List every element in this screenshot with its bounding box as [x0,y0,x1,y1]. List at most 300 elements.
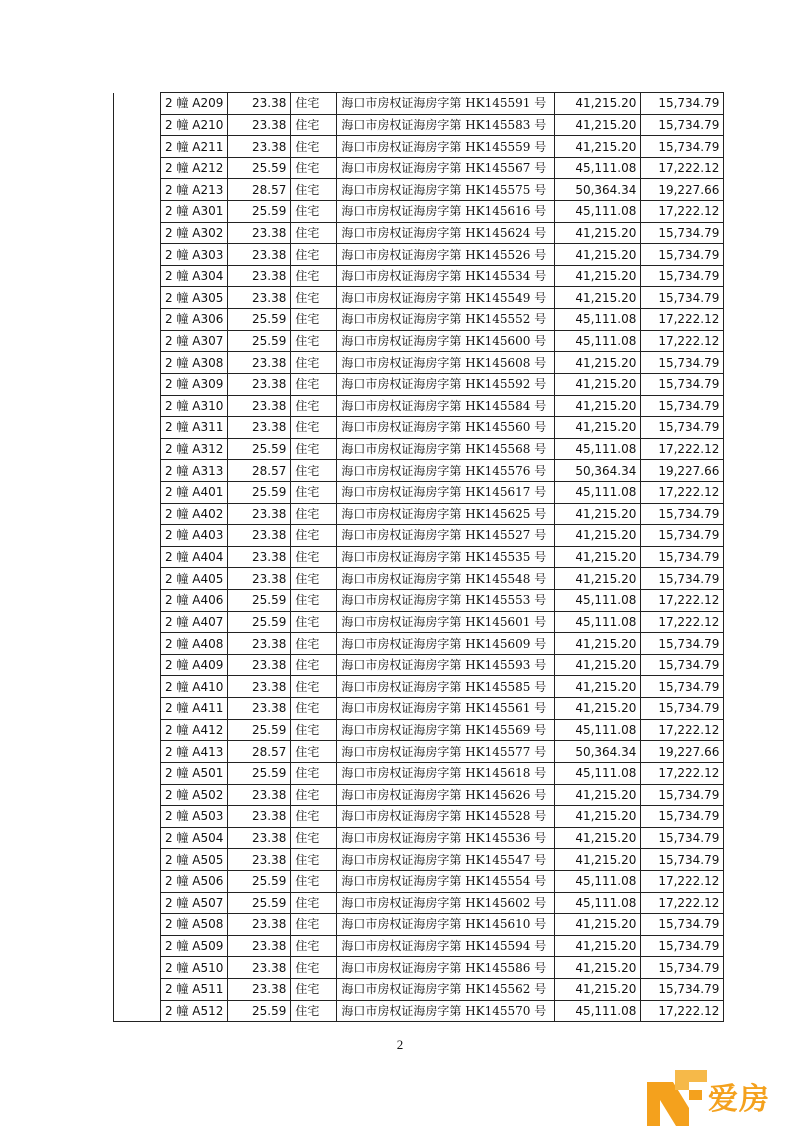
unit-cell: 2 幢 A504 [161,827,228,849]
unit-cell: 2 幢 A308 [161,352,228,374]
blank-cell [114,179,161,201]
price-cell: 41,215.20 [555,784,641,806]
tax-cell: 17,222.12 [641,330,724,352]
use-cell: 住宅 [291,201,337,223]
blank-cell [114,330,161,352]
certificate-cell: 海口市房权证海房字第 HK145549 号 [337,287,555,309]
unit-cell: 2 幢 A512 [161,1000,228,1022]
watermark-text: 爱房 [708,1082,770,1117]
blank-cell [114,870,161,892]
unit-cell: 2 幢 A502 [161,784,228,806]
blank-cell [114,741,161,763]
unit-cell: 2 幢 A305 [161,287,228,309]
table-row [114,93,724,115]
use-cell: 住宅 [291,136,337,158]
table-row [114,849,724,871]
use-cell: 住宅 [291,719,337,741]
area-cell: 23.38 [228,417,291,439]
tax-cell: 15,734.79 [641,676,724,698]
price-cell: 41,215.20 [555,698,641,720]
blank-cell [114,827,161,849]
price-cell: 45,111.08 [555,590,641,612]
certificate-cell: 海口市房权证海房字第 HK145553 号 [337,590,555,612]
area-cell: 23.38 [228,676,291,698]
price-cell: 41,215.20 [555,417,641,439]
certificate-cell: 海口市房权证海房字第 HK145592 号 [337,373,555,395]
blank-cell [114,957,161,979]
price-cell: 45,111.08 [555,870,641,892]
tax-cell: 17,222.12 [641,870,724,892]
unit-cell: 2 幢 A403 [161,525,228,547]
tax-cell: 15,734.79 [641,373,724,395]
table-row [114,222,724,244]
use-cell: 住宅 [291,978,337,1000]
use-cell: 住宅 [291,525,337,547]
blank-cell [114,525,161,547]
tax-cell: 15,734.79 [641,849,724,871]
price-cell: 41,215.20 [555,244,641,266]
unit-cell: 2 幢 A408 [161,633,228,655]
price-cell: 45,111.08 [555,481,641,503]
certificate-cell: 海口市房权证海房字第 HK145618 号 [337,762,555,784]
use-cell: 住宅 [291,676,337,698]
tax-cell: 15,734.79 [641,914,724,936]
price-cell: 45,111.08 [555,719,641,741]
blank-cell [114,892,161,914]
use-cell: 住宅 [291,611,337,633]
use-cell: 住宅 [291,957,337,979]
area-cell: 23.38 [228,546,291,568]
use-cell: 住宅 [291,849,337,871]
table-row [114,352,724,374]
blank-cell [114,503,161,525]
unit-cell: 2 幢 A312 [161,438,228,460]
table-row [114,179,724,201]
table-row [114,784,724,806]
certificate-cell: 海口市房权证海房字第 HK145559 号 [337,136,555,158]
unit-cell: 2 幢 A404 [161,546,228,568]
area-cell: 25.59 [228,481,291,503]
use-cell: 住宅 [291,438,337,460]
area-cell: 25.59 [228,762,291,784]
blank-cell [114,611,161,633]
use-cell: 住宅 [291,741,337,763]
unit-cell: 2 幢 A306 [161,309,228,331]
certificate-cell: 海口市房权证海房字第 HK145600 号 [337,330,555,352]
area-cell: 28.57 [228,460,291,482]
unit-cell: 2 幢 A309 [161,373,228,395]
unit-cell: 2 幢 A405 [161,568,228,590]
blank-cell [114,849,161,871]
use-cell: 住宅 [291,568,337,590]
use-cell: 住宅 [291,546,337,568]
certificate-cell: 海口市房权证海房字第 HK145562 号 [337,978,555,1000]
use-cell: 住宅 [291,330,337,352]
blank-cell [114,287,161,309]
unit-cell: 2 幢 A508 [161,914,228,936]
tax-cell: 15,734.79 [641,395,724,417]
area-cell: 23.38 [228,503,291,525]
certificate-cell: 海口市房权证海房字第 HK145586 号 [337,957,555,979]
price-cell: 41,215.20 [555,957,641,979]
use-cell: 住宅 [291,222,337,244]
blank-cell [114,481,161,503]
price-cell: 41,215.20 [555,136,641,158]
price-cell: 41,215.20 [555,806,641,828]
use-cell: 住宅 [291,698,337,720]
price-cell: 45,111.08 [555,438,641,460]
unit-cell: 2 幢 A311 [161,417,228,439]
blank-cell [114,136,161,158]
table-row [114,633,724,655]
table-row [114,892,724,914]
use-cell: 住宅 [291,395,337,417]
use-cell: 住宅 [291,179,337,201]
use-cell: 住宅 [291,265,337,287]
area-cell: 25.59 [228,892,291,914]
certificate-cell: 海口市房权证海房字第 HK145526 号 [337,244,555,266]
area-cell: 25.59 [228,438,291,460]
use-cell: 住宅 [291,114,337,136]
use-cell: 住宅 [291,892,337,914]
unit-cell: 2 幢 A213 [161,179,228,201]
blank-cell [114,676,161,698]
tax-cell: 15,734.79 [641,633,724,655]
certificate-cell: 海口市房权证海房字第 HK145594 号 [337,935,555,957]
certificate-cell: 海口市房权证海房字第 HK145576 号 [337,460,555,482]
property-table-body [114,93,724,1022]
price-cell: 41,215.20 [555,568,641,590]
blank-cell [114,352,161,374]
area-cell: 23.38 [228,784,291,806]
unit-cell: 2 幢 A511 [161,978,228,1000]
area-cell: 23.38 [228,287,291,309]
area-cell: 23.38 [228,222,291,244]
table-row [114,114,724,136]
area-cell: 25.59 [228,611,291,633]
tax-cell: 17,222.12 [641,201,724,223]
area-cell: 23.38 [228,136,291,158]
certificate-cell: 海口市房权证海房字第 HK145625 号 [337,503,555,525]
unit-cell: 2 幢 A410 [161,676,228,698]
table-row [114,1000,724,1022]
table-row [114,870,724,892]
table-row [114,698,724,720]
tax-cell: 15,734.79 [641,978,724,1000]
table-row [114,265,724,287]
price-cell: 45,111.08 [555,892,641,914]
price-cell: 41,215.20 [555,222,641,244]
price-cell: 45,111.08 [555,1000,641,1022]
area-cell: 23.38 [228,114,291,136]
area-cell: 23.38 [228,849,291,871]
use-cell: 住宅 [291,309,337,331]
tax-cell: 15,734.79 [641,568,724,590]
use-cell: 住宅 [291,93,337,115]
blank-cell [114,201,161,223]
area-cell: 23.38 [228,698,291,720]
tax-cell: 15,734.79 [641,546,724,568]
tax-cell: 15,734.79 [641,93,724,115]
blank-cell [114,590,161,612]
use-cell: 住宅 [291,460,337,482]
certificate-cell: 海口市房权证海房字第 HK145601 号 [337,611,555,633]
price-cell: 41,215.20 [555,849,641,871]
use-cell: 住宅 [291,633,337,655]
blank-cell [114,417,161,439]
certificate-cell: 海口市房权证海房字第 HK145536 号 [337,827,555,849]
unit-cell: 2 幢 A510 [161,957,228,979]
area-cell: 23.38 [228,352,291,374]
blank-cell [114,698,161,720]
certificate-cell: 海口市房权证海房字第 HK145567 号 [337,157,555,179]
tax-cell: 17,222.12 [641,481,724,503]
table-row [114,460,724,482]
certificate-cell: 海口市房权证海房字第 HK145616 号 [337,201,555,223]
table-row [114,546,724,568]
blank-cell [114,222,161,244]
tax-cell: 15,734.79 [641,806,724,828]
certificate-cell: 海口市房权证海房字第 HK145593 号 [337,654,555,676]
blank-cell [114,395,161,417]
area-cell: 23.38 [228,654,291,676]
blank-cell [114,373,161,395]
tax-cell: 17,222.12 [641,309,724,331]
tax-cell: 15,734.79 [641,352,724,374]
tax-cell: 19,227.66 [641,460,724,482]
price-cell: 41,215.20 [555,633,641,655]
unit-cell: 2 幢 A401 [161,481,228,503]
price-cell: 45,111.08 [555,762,641,784]
unit-cell: 2 幢 A313 [161,460,228,482]
blank-cell [114,438,161,460]
tax-cell: 17,222.12 [641,719,724,741]
table-row [114,201,724,223]
certificate-cell: 海口市房权证海房字第 HK145602 号 [337,892,555,914]
area-cell: 23.38 [228,265,291,287]
table-row [114,136,724,158]
price-cell: 41,215.20 [555,676,641,698]
price-cell: 45,111.08 [555,157,641,179]
area-cell: 25.59 [228,719,291,741]
unit-cell: 2 幢 A301 [161,201,228,223]
unit-cell: 2 幢 A501 [161,762,228,784]
use-cell: 住宅 [291,244,337,266]
use-cell: 住宅 [291,157,337,179]
unit-cell: 2 幢 A402 [161,503,228,525]
page-number: 2 [396,1037,404,1052]
use-cell: 住宅 [291,935,337,957]
area-cell: 23.38 [228,978,291,1000]
certificate-cell: 海口市房权证海房字第 HK145610 号 [337,914,555,936]
house-logo-icon [645,1062,709,1128]
unit-cell: 2 幢 A413 [161,741,228,763]
certificate-cell: 海口市房权证海房字第 HK145548 号 [337,568,555,590]
table-row [114,935,724,957]
certificate-cell: 海口市房权证海房字第 HK145570 号 [337,1000,555,1022]
area-cell: 23.38 [228,93,291,115]
blank-cell [114,93,161,115]
price-cell: 41,215.20 [555,287,641,309]
unit-cell: 2 幢 A407 [161,611,228,633]
certificate-cell: 海口市房权证海房字第 HK145591 号 [337,93,555,115]
certificate-cell: 海口市房权证海房字第 HK145569 号 [337,719,555,741]
area-cell: 23.38 [228,525,291,547]
tax-cell: 15,734.79 [641,265,724,287]
unit-cell: 2 幢 A209 [161,93,228,115]
unit-cell: 2 幢 A412 [161,719,228,741]
unit-cell: 2 幢 A310 [161,395,228,417]
table-row [114,806,724,828]
unit-cell: 2 幢 A303 [161,244,228,266]
price-cell: 41,215.20 [555,914,641,936]
area-cell: 25.59 [228,1000,291,1022]
table-row [114,395,724,417]
blank-cell [114,719,161,741]
price-cell: 41,215.20 [555,265,641,287]
unit-cell: 2 幢 A406 [161,590,228,612]
certificate-cell: 海口市房权证海房字第 HK145560 号 [337,417,555,439]
use-cell: 住宅 [291,503,337,525]
price-cell: 50,364.34 [555,179,641,201]
tax-cell: 17,222.12 [641,892,724,914]
property-table [113,92,724,1022]
blank-cell [114,460,161,482]
table-row [114,719,724,741]
blank-cell [114,633,161,655]
tax-cell: 17,222.12 [641,157,724,179]
blank-cell [114,806,161,828]
table-row [114,654,724,676]
tax-cell: 15,734.79 [641,957,724,979]
unit-cell: 2 幢 A505 [161,849,228,871]
blank-cell [114,265,161,287]
tax-cell: 17,222.12 [641,438,724,460]
use-cell: 住宅 [291,827,337,849]
tax-cell: 15,734.79 [641,503,724,525]
certificate-cell: 海口市房权证海房字第 HK145585 号 [337,676,555,698]
table-row [114,330,724,352]
blank-cell [114,654,161,676]
table-row [114,157,724,179]
certificate-cell: 海口市房权证海房字第 HK145583 号 [337,114,555,136]
table-row [114,741,724,763]
table-row [114,417,724,439]
unit-cell: 2 幢 A503 [161,806,228,828]
blank-cell [114,568,161,590]
price-cell: 45,111.08 [555,611,641,633]
certificate-cell: 海口市房权证海房字第 HK145584 号 [337,395,555,417]
use-cell: 住宅 [291,1000,337,1022]
tax-cell: 15,734.79 [641,784,724,806]
table-row [114,827,724,849]
table-row [114,762,724,784]
blank-cell [114,114,161,136]
use-cell: 住宅 [291,784,337,806]
table-row [114,438,724,460]
price-cell: 41,215.20 [555,503,641,525]
price-cell: 41,215.20 [555,395,641,417]
certificate-cell: 海口市房权证海房字第 HK145624 号 [337,222,555,244]
certificate-cell: 海口市房权证海房字第 HK145527 号 [337,525,555,547]
unit-cell: 2 幢 A507 [161,892,228,914]
price-cell: 41,215.20 [555,114,641,136]
tax-cell: 15,734.79 [641,222,724,244]
price-cell: 41,215.20 [555,654,641,676]
tax-cell: 17,222.12 [641,590,724,612]
certificate-cell: 海口市房权证海房字第 HK145561 号 [337,698,555,720]
price-cell: 41,215.20 [555,352,641,374]
price-cell: 41,215.20 [555,525,641,547]
certificate-cell: 海口市房权证海房字第 HK145626 号 [337,784,555,806]
certificate-cell: 海口市房权证海房字第 HK145554 号 [337,870,555,892]
use-cell: 住宅 [291,914,337,936]
certificate-cell: 海口市房权证海房字第 HK145568 号 [337,438,555,460]
tax-cell: 19,227.66 [641,741,724,763]
certificate-cell: 海口市房权证海房字第 HK145535 号 [337,546,555,568]
table-row [114,676,724,698]
area-cell: 25.59 [228,201,291,223]
area-cell: 23.38 [228,633,291,655]
certificate-cell: 海口市房权证海房字第 HK145575 号 [337,179,555,201]
area-cell: 25.59 [228,309,291,331]
tax-cell: 15,734.79 [641,525,724,547]
area-cell: 28.57 [228,741,291,763]
unit-cell: 2 幢 A307 [161,330,228,352]
table-row [114,914,724,936]
table-row [114,244,724,266]
use-cell: 住宅 [291,373,337,395]
tax-cell: 17,222.12 [641,762,724,784]
watermark-logo [645,1062,785,1128]
unit-cell: 2 幢 A409 [161,654,228,676]
area-cell: 25.59 [228,330,291,352]
price-cell: 41,215.20 [555,978,641,1000]
price-cell: 50,364.34 [555,741,641,763]
unit-cell: 2 幢 A304 [161,265,228,287]
price-cell: 41,215.20 [555,373,641,395]
unit-cell: 2 幢 A411 [161,698,228,720]
certificate-cell: 海口市房权证海房字第 HK145528 号 [337,806,555,828]
area-cell: 25.59 [228,590,291,612]
use-cell: 住宅 [291,417,337,439]
tax-cell: 15,734.79 [641,114,724,136]
area-cell: 23.38 [228,244,291,266]
table-row [114,611,724,633]
price-cell: 41,215.20 [555,827,641,849]
blank-cell [114,978,161,1000]
table-row [114,590,724,612]
blank-cell [114,762,161,784]
use-cell: 住宅 [291,352,337,374]
tax-cell: 15,734.79 [641,244,724,266]
tax-cell: 15,734.79 [641,935,724,957]
table-row [114,525,724,547]
use-cell: 住宅 [291,762,337,784]
table-row [114,373,724,395]
certificate-cell: 海口市房权证海房字第 HK145547 号 [337,849,555,871]
unit-cell: 2 幢 A302 [161,222,228,244]
use-cell: 住宅 [291,654,337,676]
blank-cell [114,784,161,806]
certificate-cell: 海口市房权证海房字第 HK145534 号 [337,265,555,287]
table-row [114,503,724,525]
blank-cell [114,309,161,331]
price-cell: 41,215.20 [555,935,641,957]
certificate-cell: 海口市房权证海房字第 HK145577 号 [337,741,555,763]
use-cell: 住宅 [291,806,337,828]
price-cell: 50,364.34 [555,460,641,482]
